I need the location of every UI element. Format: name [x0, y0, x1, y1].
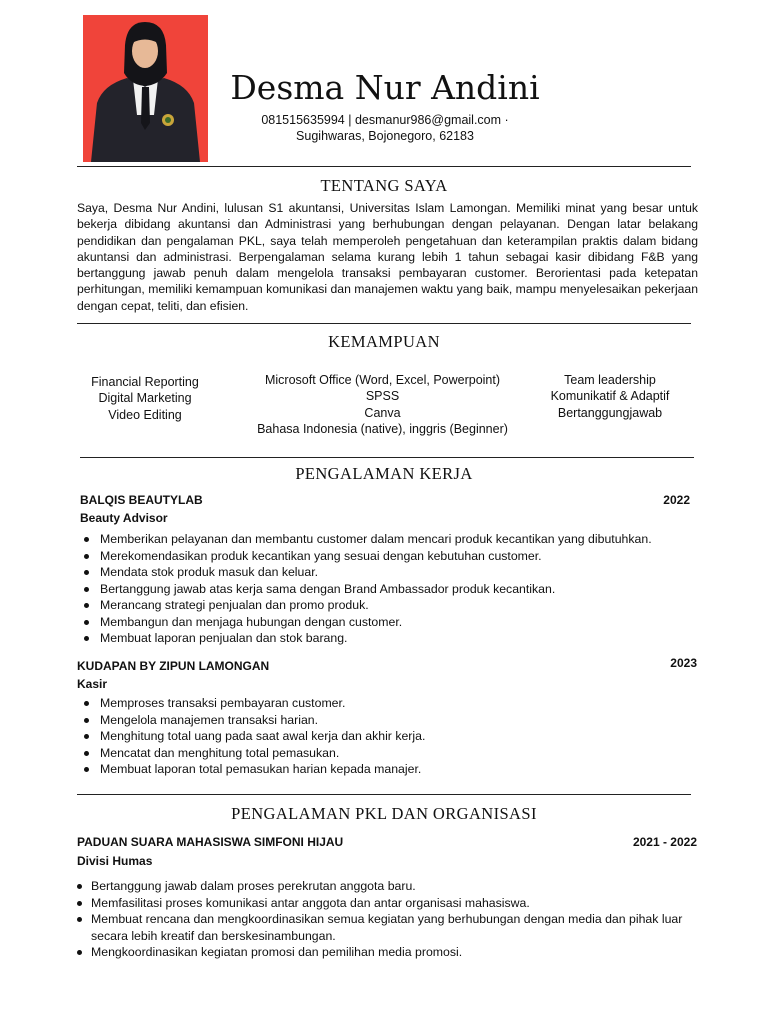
organization-role: Divisi Humas: [77, 854, 153, 868]
list-item: Mencatat dan menghitung total pemasukan.: [80, 745, 700, 762]
skill-item: SPSS: [365, 389, 400, 404]
profile-photo: [83, 15, 208, 162]
skills-column-3: [535, 372, 685, 421]
list-item: Membuat laporan penjualan dan stok barang.: [80, 630, 700, 647]
organization-name: PADUAN SUARA MAHASISWA SIMFONI HIJAU: [77, 835, 344, 849]
list-item: Menghitung total uang pada saat awal kerja dan akhir kerja.: [80, 728, 700, 745]
skill-item: Team leadership: [564, 373, 656, 387]
job-duties-list: [80, 695, 700, 778]
skills-column-1: [70, 374, 220, 423]
job-company: BALQIS BEAUTYLAB: [80, 493, 203, 507]
candidate-name: Desma Nur Andini: [230, 68, 540, 107]
skill-item: Komunikatif & Adaptif: [550, 389, 670, 404]
list-item: Membangun dan menjaga hubungan dengan customer.: [80, 614, 700, 631]
list-item: Memberikan pelayanan dan membantu customer dalam mencari produk kecantikan yang dibutuhkan.: [80, 531, 700, 548]
contact-info: [225, 112, 545, 144]
about-text: Saya, Desma Nur Andini, lulusan S1 akuntansi, Universitas Islam Lamongan. Memiliki minat yang besar untuk bekerja dibidang akuntansi dan Administrasi yang berhubungan dengan pelayanan. Dengan latar belakang pendidikan dan pengalaman PKL, saya telah memperoleh pengetahuan dan keterampilan praktis dalam bidang akuntansi dan administrasi. Berpengalaman selama kurang lebih 1 tahun sebagai kasir dibidang F&B yang bertanggung jawab penuh dalam mengelola transaksi pembayaran customer. Berorientasi pada ketepatan perhitungan, memiliki kemampuan komunikasi dan manajemen waktu yang baik, mampu menyelesaikan pekerjaan dengan cepat, teliti, dan efisien.: [77, 201, 698, 313]
skill-item: Microsoft Office (Word, Excel, Powerpoint): [264, 373, 501, 387]
list-item: Memfasilitasi proses komunikasi antar anggota dan antar organisasi mahasiswa.: [76, 895, 696, 912]
list-item: Mengkoordinasikan kegiatan promosi dan pemilihan media promosi.: [76, 944, 696, 961]
job-year: 2023: [670, 656, 697, 670]
skill-item: Financial Reporting: [91, 375, 199, 389]
section-title-work: PENGALAMAN KERJA: [295, 464, 473, 483]
organization-duties-list: [76, 878, 696, 961]
list-item: Bertanggung jawab dalam proses perekrutan anggota baru.: [76, 878, 696, 895]
contact-line-address: Sugihwaras, Bojonegoro, 62183: [296, 129, 474, 143]
section-title-organization: PENGALAMAN PKL DAN ORGANISASI: [231, 804, 537, 823]
skill-item: Canva: [364, 405, 401, 420]
skill-item: Bertanggungjawab: [557, 405, 663, 420]
list-item: Bertanggung jawab atas kerja sama dengan Brand Ambassador produk kecantikan.: [80, 581, 700, 598]
list-item: Memproses transaksi pembayaran customer.: [80, 695, 700, 712]
skills-column-2: [240, 372, 525, 438]
person-silhouette-icon: [83, 15, 208, 162]
section-title-about: TENTANG SAYA: [320, 176, 448, 195]
skill-item: Digital Marketing: [98, 391, 192, 406]
list-item: Membuat laporan total pemasukan harian kepada manajer.: [80, 761, 700, 778]
list-item: Merekomendasikan produk kecantikan yang sesuai dengan kebutuhan customer.: [80, 548, 700, 565]
job-duties-list: [80, 531, 700, 647]
list-item: Mengelola manajemen transaksi harian.: [80, 712, 700, 729]
job-year: 2022: [663, 493, 690, 507]
job-role: Kasir: [77, 677, 108, 691]
list-item: Mendata stok produk masuk dan keluar.: [80, 564, 700, 581]
contact-line-phone-email: 081515635994 | desmanur986@gmail.com ·: [261, 113, 509, 127]
job-company: KUDAPAN BY ZIPUN LAMONGAN: [77, 659, 270, 673]
job-role: Beauty Advisor: [80, 511, 168, 525]
divider: [80, 457, 694, 458]
organization-year: 2021 - 2022: [632, 835, 697, 849]
list-item: Membuat rencana dan mengkoordinasikan semua kegiatan yang berhubungan dengan media dan pihak luar secara lebih kreatif dan berskesinambungan.: [76, 911, 696, 944]
list-item: Merancang strategi penjualan dan promo produk.: [80, 597, 700, 614]
section-title-skills: KEMAMPUAN: [328, 332, 440, 351]
skill-item: Bahasa Indonesia (native), inggris (Beginner): [257, 422, 508, 437]
divider: [77, 166, 691, 167]
skill-item: Video Editing: [108, 407, 182, 422]
divider: [77, 794, 691, 795]
divider: [77, 323, 691, 324]
